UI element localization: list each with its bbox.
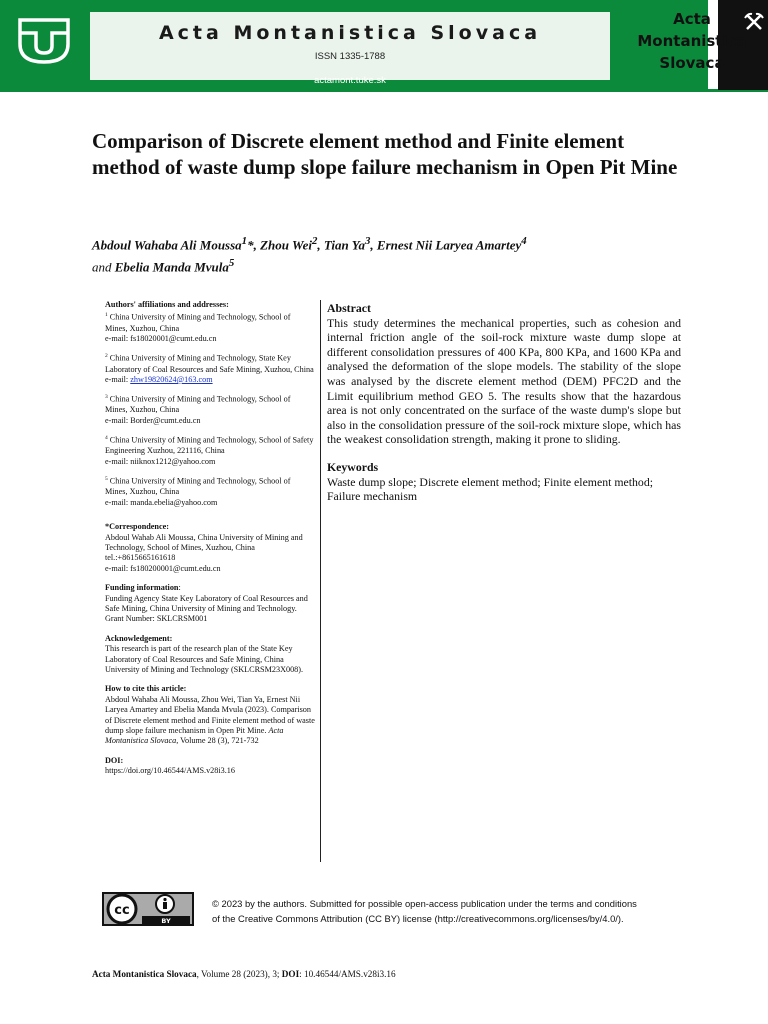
author-name: Zhou Wei <box>260 237 312 253</box>
article-title: Comparison of Discrete element method and Finite element method of waste dump slope failure mechanism in Open Pit Mine <box>92 129 678 179</box>
journal-logo-text: Acta Montanistica Slovaca <box>637 10 747 72</box>
abstract-text: This study determines the mechanical properties, such as cohesion and internal friction angle of the soil-rock mixture waste dump slope at different consolidation pressures of 400 KPa, 800 KPa, and 1600 KPa and analysed the deformation of the slope models. The stability of the slope was analysed by the discrete element method (DEM) PFC2D and the Limit equilibrium method GEO 5. The results show that the hazardous area is not only concentrated on the surface of the waste dump's slope but also in the consolidation pressure of the soil-rock mixture slope, which has the weakest consolidation strength, making it prone to sliding. <box>327 315 681 447</box>
author-name: Ernest Nii Laryea Amartey <box>376 237 522 253</box>
correspondence-section: *Correspondence: Abdoul Wahab Ali Moussa, China University of Mining and Technology, School of Mines, Xuzhou, China tel.:+8615665161618 e-mail: fs180200001@cumt.edu.cn <box>105 522 303 573</box>
svg-text:BY: BY <box>161 917 171 925</box>
author-name: Ebelia Manda Mvula <box>114 259 229 275</box>
doi-section: DOI: https://doi.org/10.46544/AMS.v28i3.16 <box>105 756 315 777</box>
email-text: fs18020001@cumt.edu.cn <box>130 333 217 343</box>
email-text: niiknox1212@yahoo.com <box>130 456 216 466</box>
metadata-column <box>105 300 315 786</box>
abstract-column <box>327 301 681 504</box>
author-name: Abdoul Wahaba Ali Moussa <box>92 237 242 253</box>
issn: ISSN 1335-1788 <box>314 51 386 62</box>
acknowledgement-section: Acknowledgement: This research is part of the research plan of the State Key Laboratory of Coal Resources and Safe Mining, China University of Mining and Technology (SKLCRSM23X008). <box>105 633 304 675</box>
affiliation-2: $^2$ China University of Mining and Technology, State Key Laboratory of Coal Resources and Safe Mining, Xuzhou, China e-mail: zhw19820624@163.com <box>105 353 314 384</box>
email-link[interactable]: zhw19820624@163.com <box>130 374 213 384</box>
doi-link[interactable]: https://doi.org/10.46544/AMS.v28i3.16 <box>105 766 235 776</box>
citation-section: How to cite this article: Abdoul Wahaba Ali Moussa, Zhou Wei, Tian Ya, Ernest Nii Laryea Amartey and Ebelia Manda Mvula (2023). Comparison of Discrete element method and Finite element method of waste dump slope failure mechanism in Open Pit Mine. Acta Montanistica Slovaca, Volume 28 (3), 721-732 <box>105 684 315 746</box>
email-text: manda.ebelia@yahoo.com <box>130 497 218 507</box>
journal-header <box>0 0 768 92</box>
keywords-text: Waste dump slope; Discrete element method; Finite element method; Failure mechanism <box>327 474 654 504</box>
cc-by-license-icon <box>102 892 194 926</box>
column-divider <box>320 300 321 862</box>
affiliations-heading: Authors' affiliations and addresses: <box>105 300 229 309</box>
abstract-heading: Abstract <box>327 301 371 315</box>
university-logo-icon <box>16 16 72 66</box>
license-text: © 2023 by the authors. Submitted for possible open-access publication under the terms and conditions of the Creative Commons Attribution (CC BY) license (http://creativecommons.org/licenses/by/4.0/). <box>212 898 637 924</box>
affiliation-3: $^3$ China University of Mining and Technology, School of Mines, Xuzhou, China e-mail: Border@cumt.edu.cn <box>105 394 291 425</box>
journal-title: Acta Montanistica Slovaca <box>158 22 542 44</box>
author-list: Abdoul Wahaba Ali Moussa$^1$*, Zhou Wei$^2$, Tian Ya$^3$, Ernest Nii Laryea Amartey$^4$ and Ebelia Manda Mvula$^5$ <box>92 235 527 275</box>
journal-logo <box>618 0 768 90</box>
affiliation-5: $^5$ China University of Mining and Technology, School of Mines, Xuzhou, China e-mail: manda.ebelia@yahoo.com <box>105 476 291 507</box>
page-footer: Acta Montanistica Slovaca, Volume 28 (2023), 3; DOI: 10.46544/AMS.v28i3.16 <box>92 969 396 979</box>
affiliation-4: $^4$ China University of Mining and Technology, School of Safety Engineering Xuzhou, 221116, China e-mail: niiknox1212@yahoo.com <box>105 435 314 466</box>
keywords-heading: Keywords <box>327 459 379 474</box>
email-text: Border@cumt.edu.cn <box>130 415 201 425</box>
svg-text:cc: cc <box>114 903 130 918</box>
affiliation-1: $^1$ China University of Mining and Technology, School of Mines, Xuzhou, China e-mail: fs18020001@cumt.edu.cn <box>105 312 291 343</box>
hammer-pick-icon <box>744 12 764 32</box>
and-word: and <box>92 259 112 275</box>
journal-website-link[interactable]: actamont.tuke.sk <box>314 75 386 86</box>
funding-section: Funding information: Funding Agency State Key Laboratory of Coal Resources and Safe Mining, China University of Mining and Technology. Grant Number: SKLCRSM001 <box>105 583 308 624</box>
author-name: Tian Ya <box>323 237 365 253</box>
